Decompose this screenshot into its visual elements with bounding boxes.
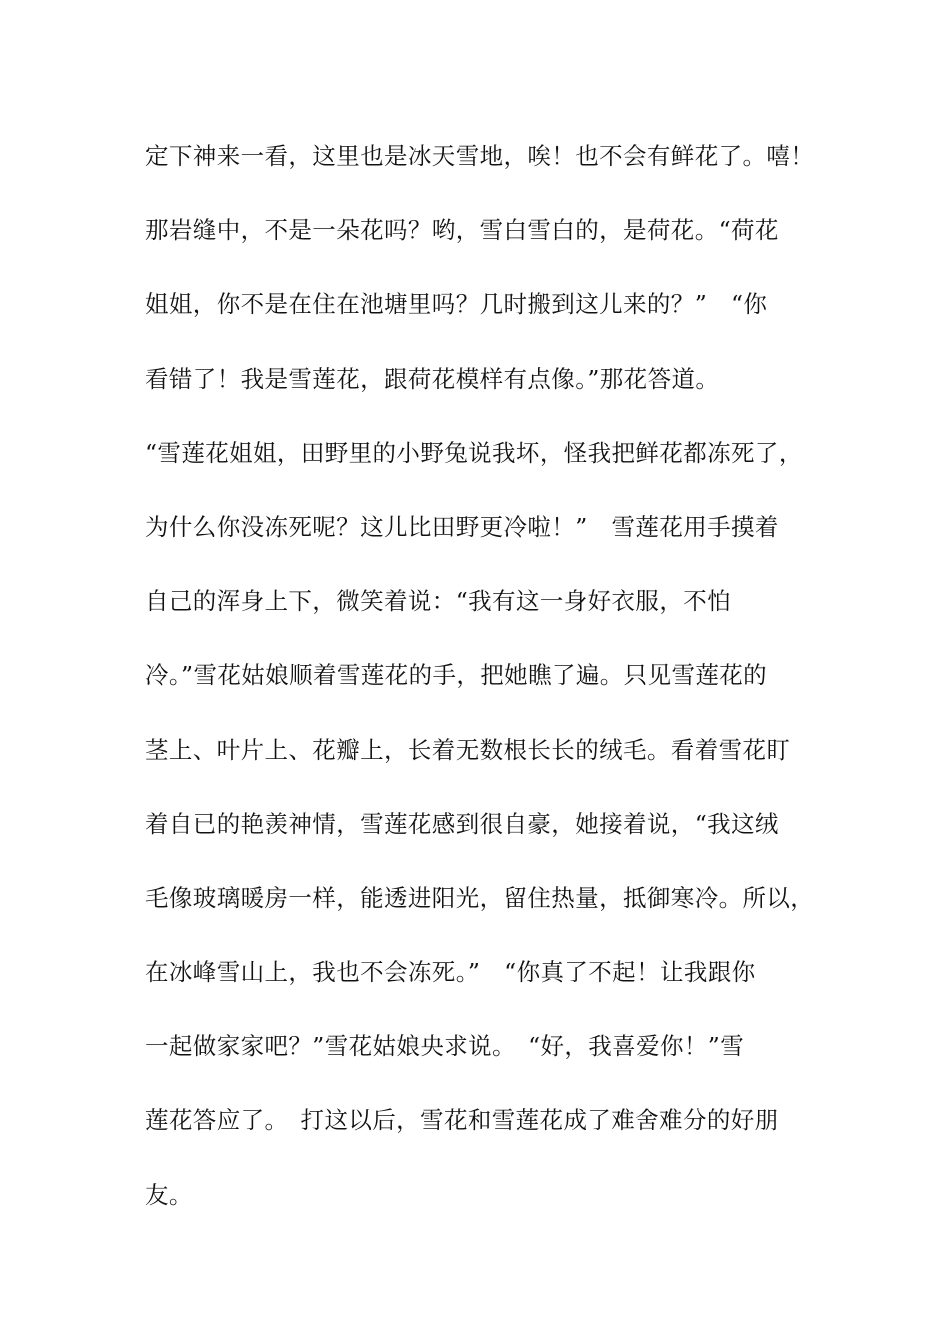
text-line: 那岩缝中，不是一朵花吗？哟，雪白雪白的，是荷花。“荷花: [145, 216, 779, 245]
text-line: 友。: [145, 1180, 193, 1209]
text-line: 茎上、叶片上、花瓣上，长着无数根长长的绒毛。看着雪花盯: [145, 735, 791, 764]
text-line: 毛像玻璃暖房一样，能透进阳光，留住热量，抵御寒冷。所以，: [145, 883, 815, 912]
text-line: 着自已的艳羡神情，雪莲花感到很自豪，她接着说，“我这绒: [145, 809, 779, 838]
text-line: 自己的浑身上下，微笑着说：“我有这一身好衣服，不怕: [145, 587, 732, 616]
text-line: 莲花答应了。 打这以后，雪花和雪莲花成了难舍难分的好朋: [145, 1106, 779, 1135]
text-line: 看错了！我是雪莲花，跟荷花模样有点像。”那花答道。: [145, 364, 720, 393]
text-line: 一起做家家吧？”雪花姑娘央求说。 “好，我喜爱你！”雪: [145, 1032, 745, 1061]
text-line: 为什么你没冻死呢？这儿比田野更冷啦！” 雪莲花用手摸着: [145, 512, 779, 541]
text-line: 姐姐，你不是在住在池塘里吗？几时搬到这儿来的？” “你: [145, 290, 768, 319]
story-text: [145, 130, 845, 1243]
text-line: 在冰峰雪山上，我也不会冻死。” “你真了不起！让我跟你: [145, 958, 756, 987]
text-line: 定下神来一看，这里也是冰天雪地，唉！也不会有鲜花了。嘻！: [145, 142, 815, 170]
text-line: 冷。”雪花姑娘顺着雪莲花的手，把她瞧了遍。只见雪莲花的: [145, 661, 768, 690]
text-line: “雪莲花姐姐，田野里的小野兔说我坏，怪我把鲜花都冻死了，: [145, 438, 803, 467]
